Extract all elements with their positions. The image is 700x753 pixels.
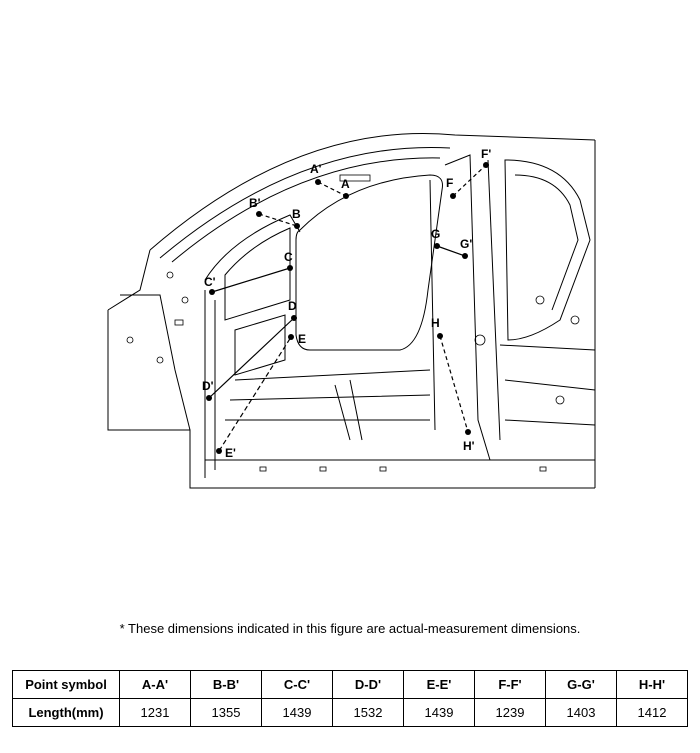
point-a <box>343 193 349 199</box>
column-d: D-D' <box>333 671 404 699</box>
label-h: H <box>431 316 440 330</box>
rear-door-opening <box>505 160 590 340</box>
detail-slot <box>175 320 183 325</box>
measure-line-f <box>453 165 486 196</box>
detail-hole <box>536 296 544 304</box>
label-b-prime: B' <box>249 196 261 210</box>
cross-member <box>335 380 362 440</box>
label-c: C <box>284 250 293 264</box>
point-f-prime <box>483 162 489 168</box>
value-h: 1412 <box>617 699 688 727</box>
label-h-prime: H' <box>463 439 475 453</box>
point-c-prime <box>209 289 215 295</box>
detail-hole <box>167 272 173 278</box>
label-b: B <box>292 207 301 221</box>
value-b: 1355 <box>191 699 262 727</box>
header-label: Point symbol <box>13 671 120 699</box>
point-h <box>437 333 443 339</box>
b-pillar <box>445 155 490 460</box>
measure-line-c <box>212 268 290 292</box>
dimension-table <box>12 670 688 727</box>
rear-floor <box>500 345 595 425</box>
label-a-prime: A' <box>310 162 322 176</box>
b-pillar-inner-2 <box>488 160 500 440</box>
point-g <box>434 243 440 249</box>
value-g: 1403 <box>546 699 617 727</box>
point-d-prime <box>206 395 212 401</box>
label-e: E <box>298 332 307 346</box>
point-a-prime <box>315 179 321 185</box>
label-a: A <box>341 177 350 191</box>
roof-inner-line <box>160 147 450 258</box>
front-strut <box>120 295 190 430</box>
point-f <box>450 193 456 199</box>
table-header-row <box>13 671 688 699</box>
detail-hole <box>182 297 188 303</box>
column-e: E-E' <box>404 671 475 699</box>
column-g: G-G' <box>546 671 617 699</box>
value-e: 1439 <box>404 699 475 727</box>
value-f: 1239 <box>475 699 546 727</box>
column-a: A-A' <box>120 671 191 699</box>
detail-hole <box>127 337 133 343</box>
detail-slot <box>320 467 326 471</box>
column-c: C-C' <box>262 671 333 699</box>
point-e <box>288 334 294 340</box>
label-c-prime: C' <box>204 275 216 289</box>
value-a: 1231 <box>120 699 191 727</box>
label-d-prime: D' <box>202 379 214 393</box>
point-h-prime <box>465 429 471 435</box>
detail-hole <box>157 357 163 363</box>
point-e-prime <box>216 448 222 454</box>
label-d: D <box>288 299 297 313</box>
measure-line-h <box>440 336 468 432</box>
label-e-prime: E' <box>225 446 236 460</box>
front-door-opening <box>296 175 443 350</box>
label-g: G <box>431 227 441 241</box>
table-row <box>13 699 688 727</box>
label-f-prime: F' <box>481 147 492 161</box>
measure-line-d <box>209 318 294 398</box>
detail-slot <box>260 467 266 471</box>
rear-inner-line <box>515 175 578 310</box>
column-b: B-B' <box>191 671 262 699</box>
pillar-panel <box>225 228 290 320</box>
label-g-prime: G' <box>460 237 473 251</box>
point-b <box>294 223 300 229</box>
measurement-note: * These dimensions indicated in this figure are actual-measurement dimensions. <box>119 621 581 636</box>
b-pillar-inner <box>430 180 435 430</box>
column-f: F-F' <box>475 671 546 699</box>
point-c <box>287 265 293 271</box>
value-c: 1439 <box>262 699 333 727</box>
detail-slot <box>380 467 386 471</box>
point-d <box>291 315 297 321</box>
detail-slot <box>540 467 546 471</box>
detail-hole <box>571 316 579 324</box>
front-fender <box>108 250 595 488</box>
row-label: Length(mm) <box>13 699 120 727</box>
detail-hole <box>556 396 564 404</box>
a-pillar <box>205 215 300 280</box>
point-g-prime <box>462 253 468 259</box>
detail-hole <box>475 335 485 345</box>
roof-outline <box>150 133 595 250</box>
floor-line <box>225 370 430 420</box>
column-h: H-H' <box>617 671 688 699</box>
value-d: 1532 <box>333 699 404 727</box>
roof-inner-line-2 <box>172 158 440 262</box>
point-b-prime <box>256 211 262 217</box>
label-f: F <box>446 176 454 190</box>
